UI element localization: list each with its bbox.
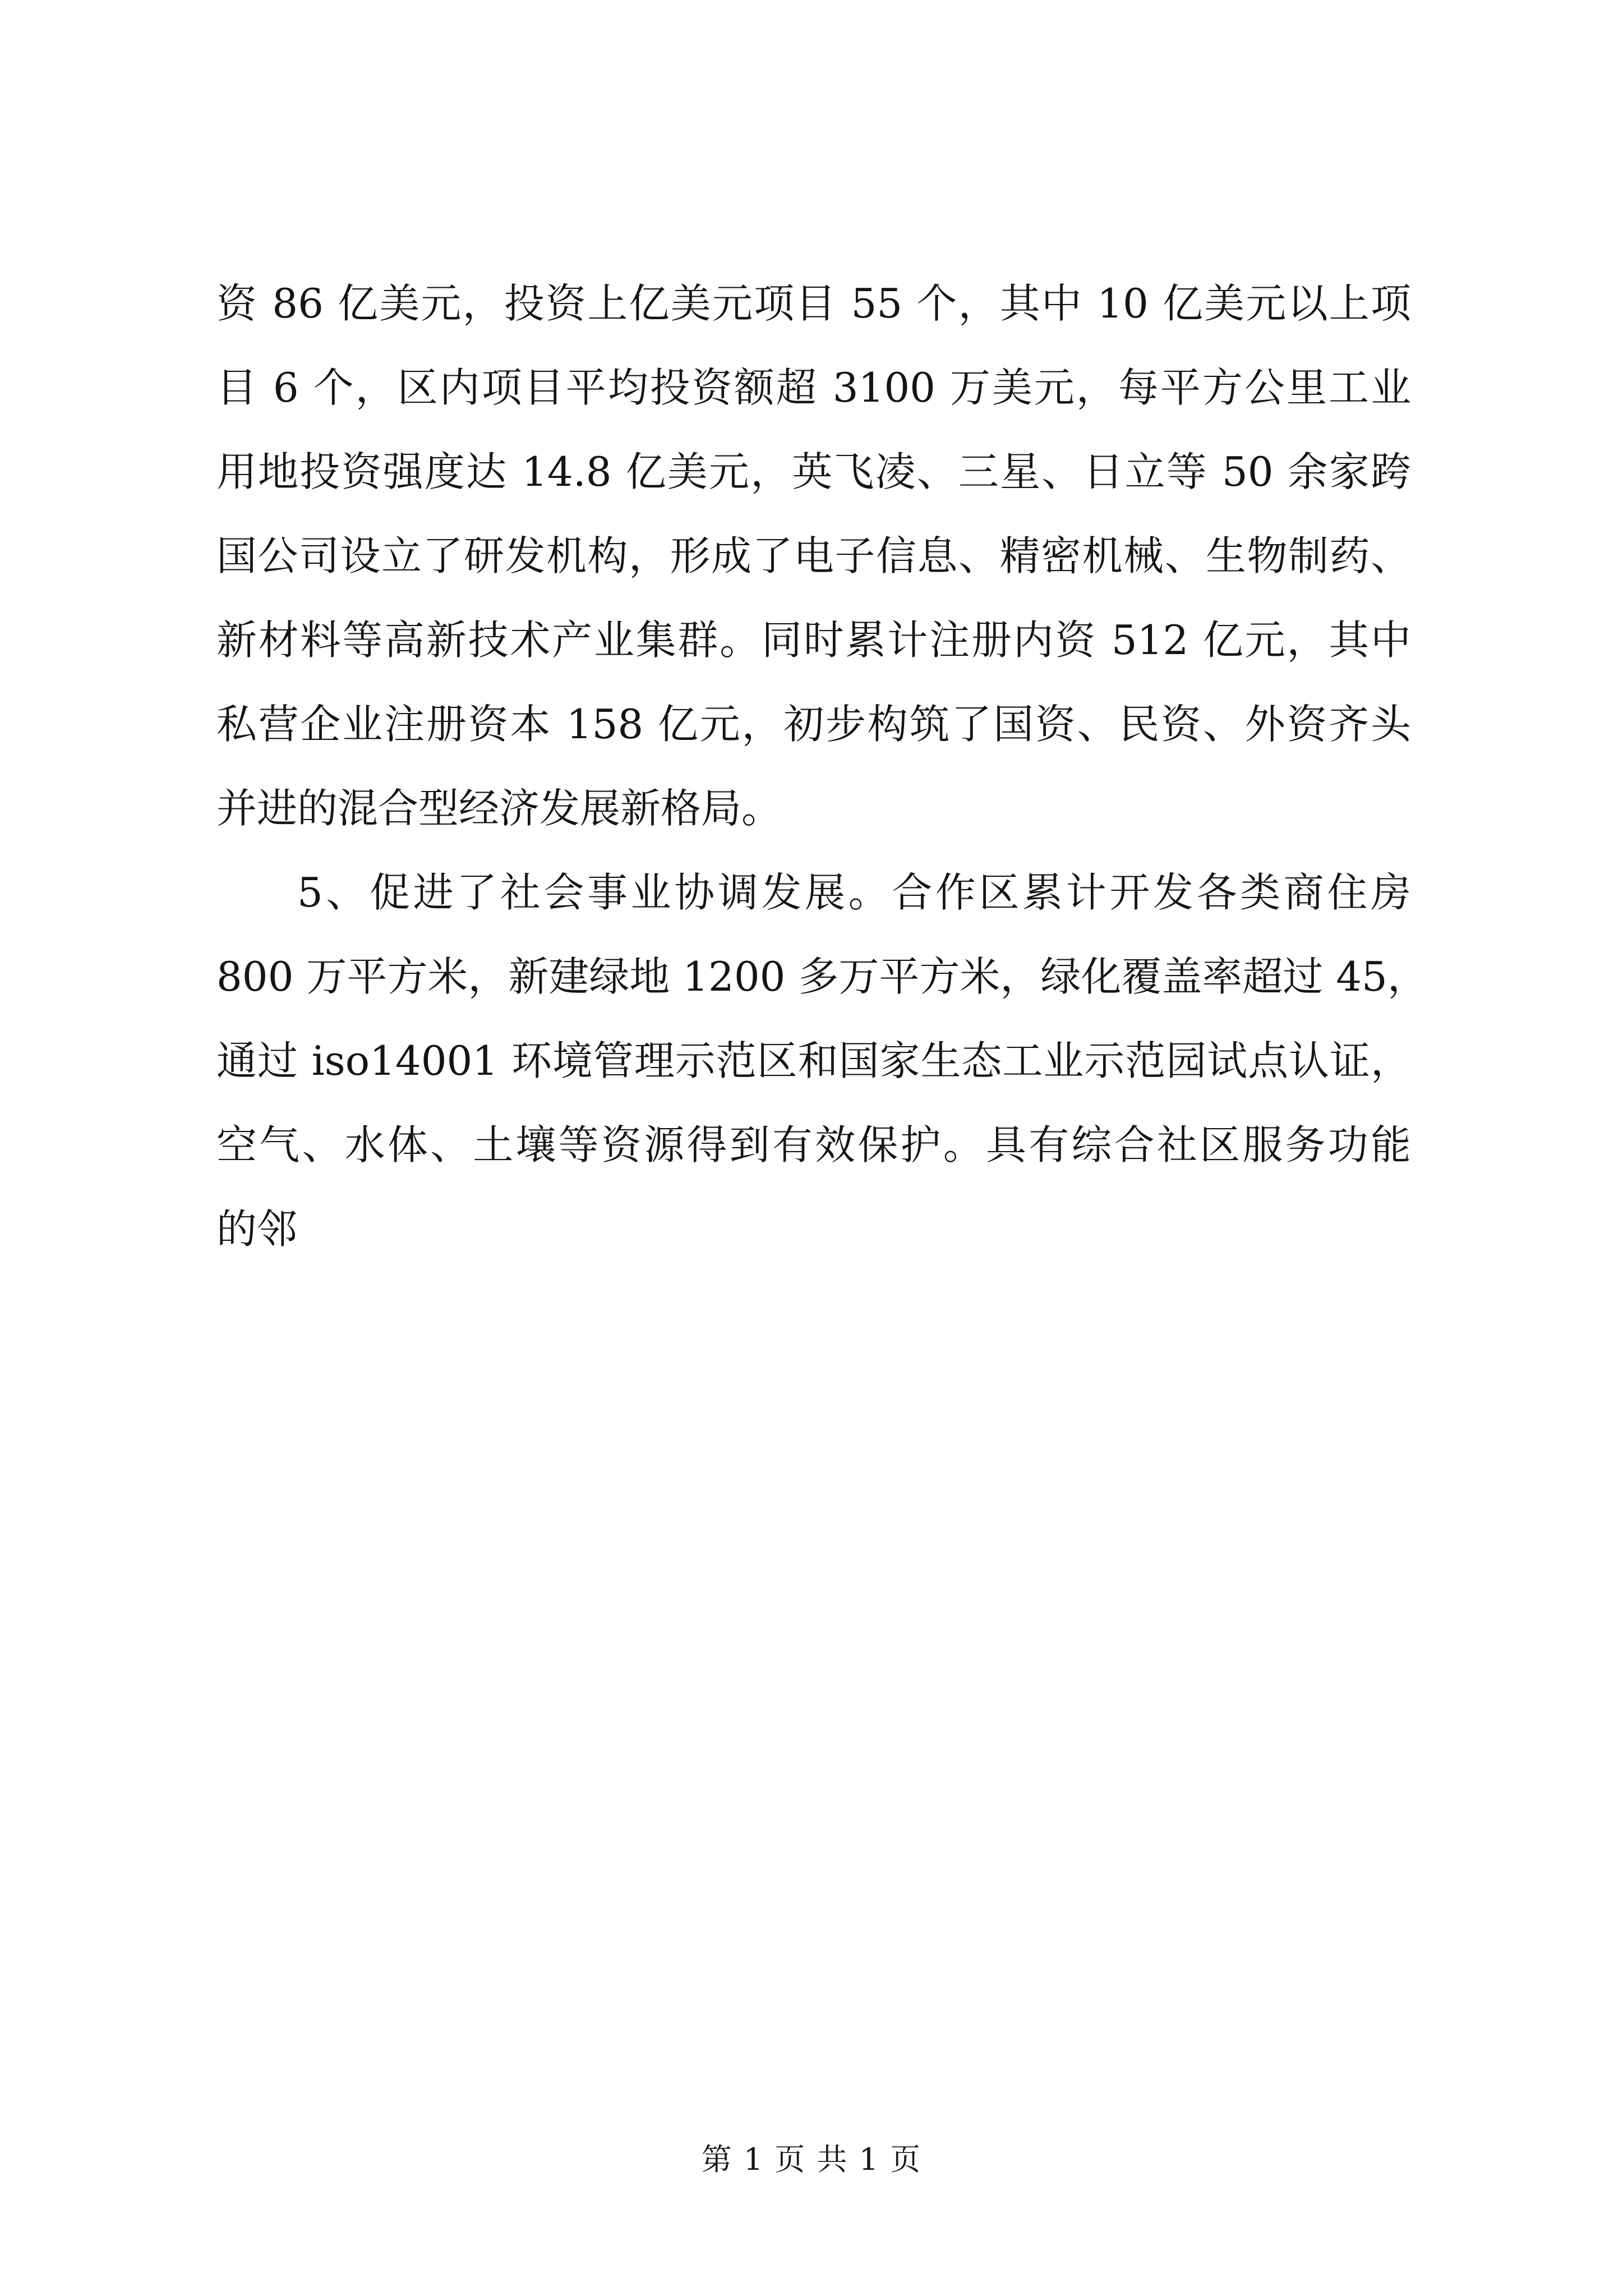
- text-line: 通过 iso14001 环境管理示范区和国家生态工业示范园试点认证，: [216, 1037, 1411, 1084]
- paragraph-first-line: 5、促进了社会事业协调发展。合作区累计开发各类商住房: [297, 869, 1411, 916]
- text-line: 的邻: [216, 1205, 298, 1253]
- text-line: 资 86 亿美元，投资上亿美元项目 55 个，其中 10 亿美元以上项: [216, 280, 1411, 327]
- text-line: 800 万平方米，新建绿地 1200 多万平方米，绿化覆盖率超过 45，: [216, 953, 1428, 1000]
- text-line: 目 6 个，区内项目平均投资额超 3100 万美元，每平方公里工业: [216, 364, 1411, 411]
- text-line: 并进的混合型经济发展新格局。: [216, 785, 782, 832]
- page-footer: 第 1 页 共 1 页: [701, 2142, 922, 2177]
- text-line: 用地投资强度达 14.8 亿美元，英飞凌、三星、日立等 50 余家跨: [216, 448, 1411, 495]
- body-text: [216, 261, 1428, 1271]
- text-line: 新材料等高新技术产业集群。同时累计注册内资 512 亿元，其中: [216, 616, 1411, 664]
- text-line: 国公司设立了研发机构，形成了电子信息、精密机械、生物制药、: [216, 532, 1411, 579]
- text-line: 空气、水体、土壤等资源得到有效保护。具有综合社区服务功能: [216, 1121, 1411, 1168]
- text-line: 私营企业注册资本 158 亿元，初步构筑了国资、民资、外资齐头: [216, 701, 1411, 748]
